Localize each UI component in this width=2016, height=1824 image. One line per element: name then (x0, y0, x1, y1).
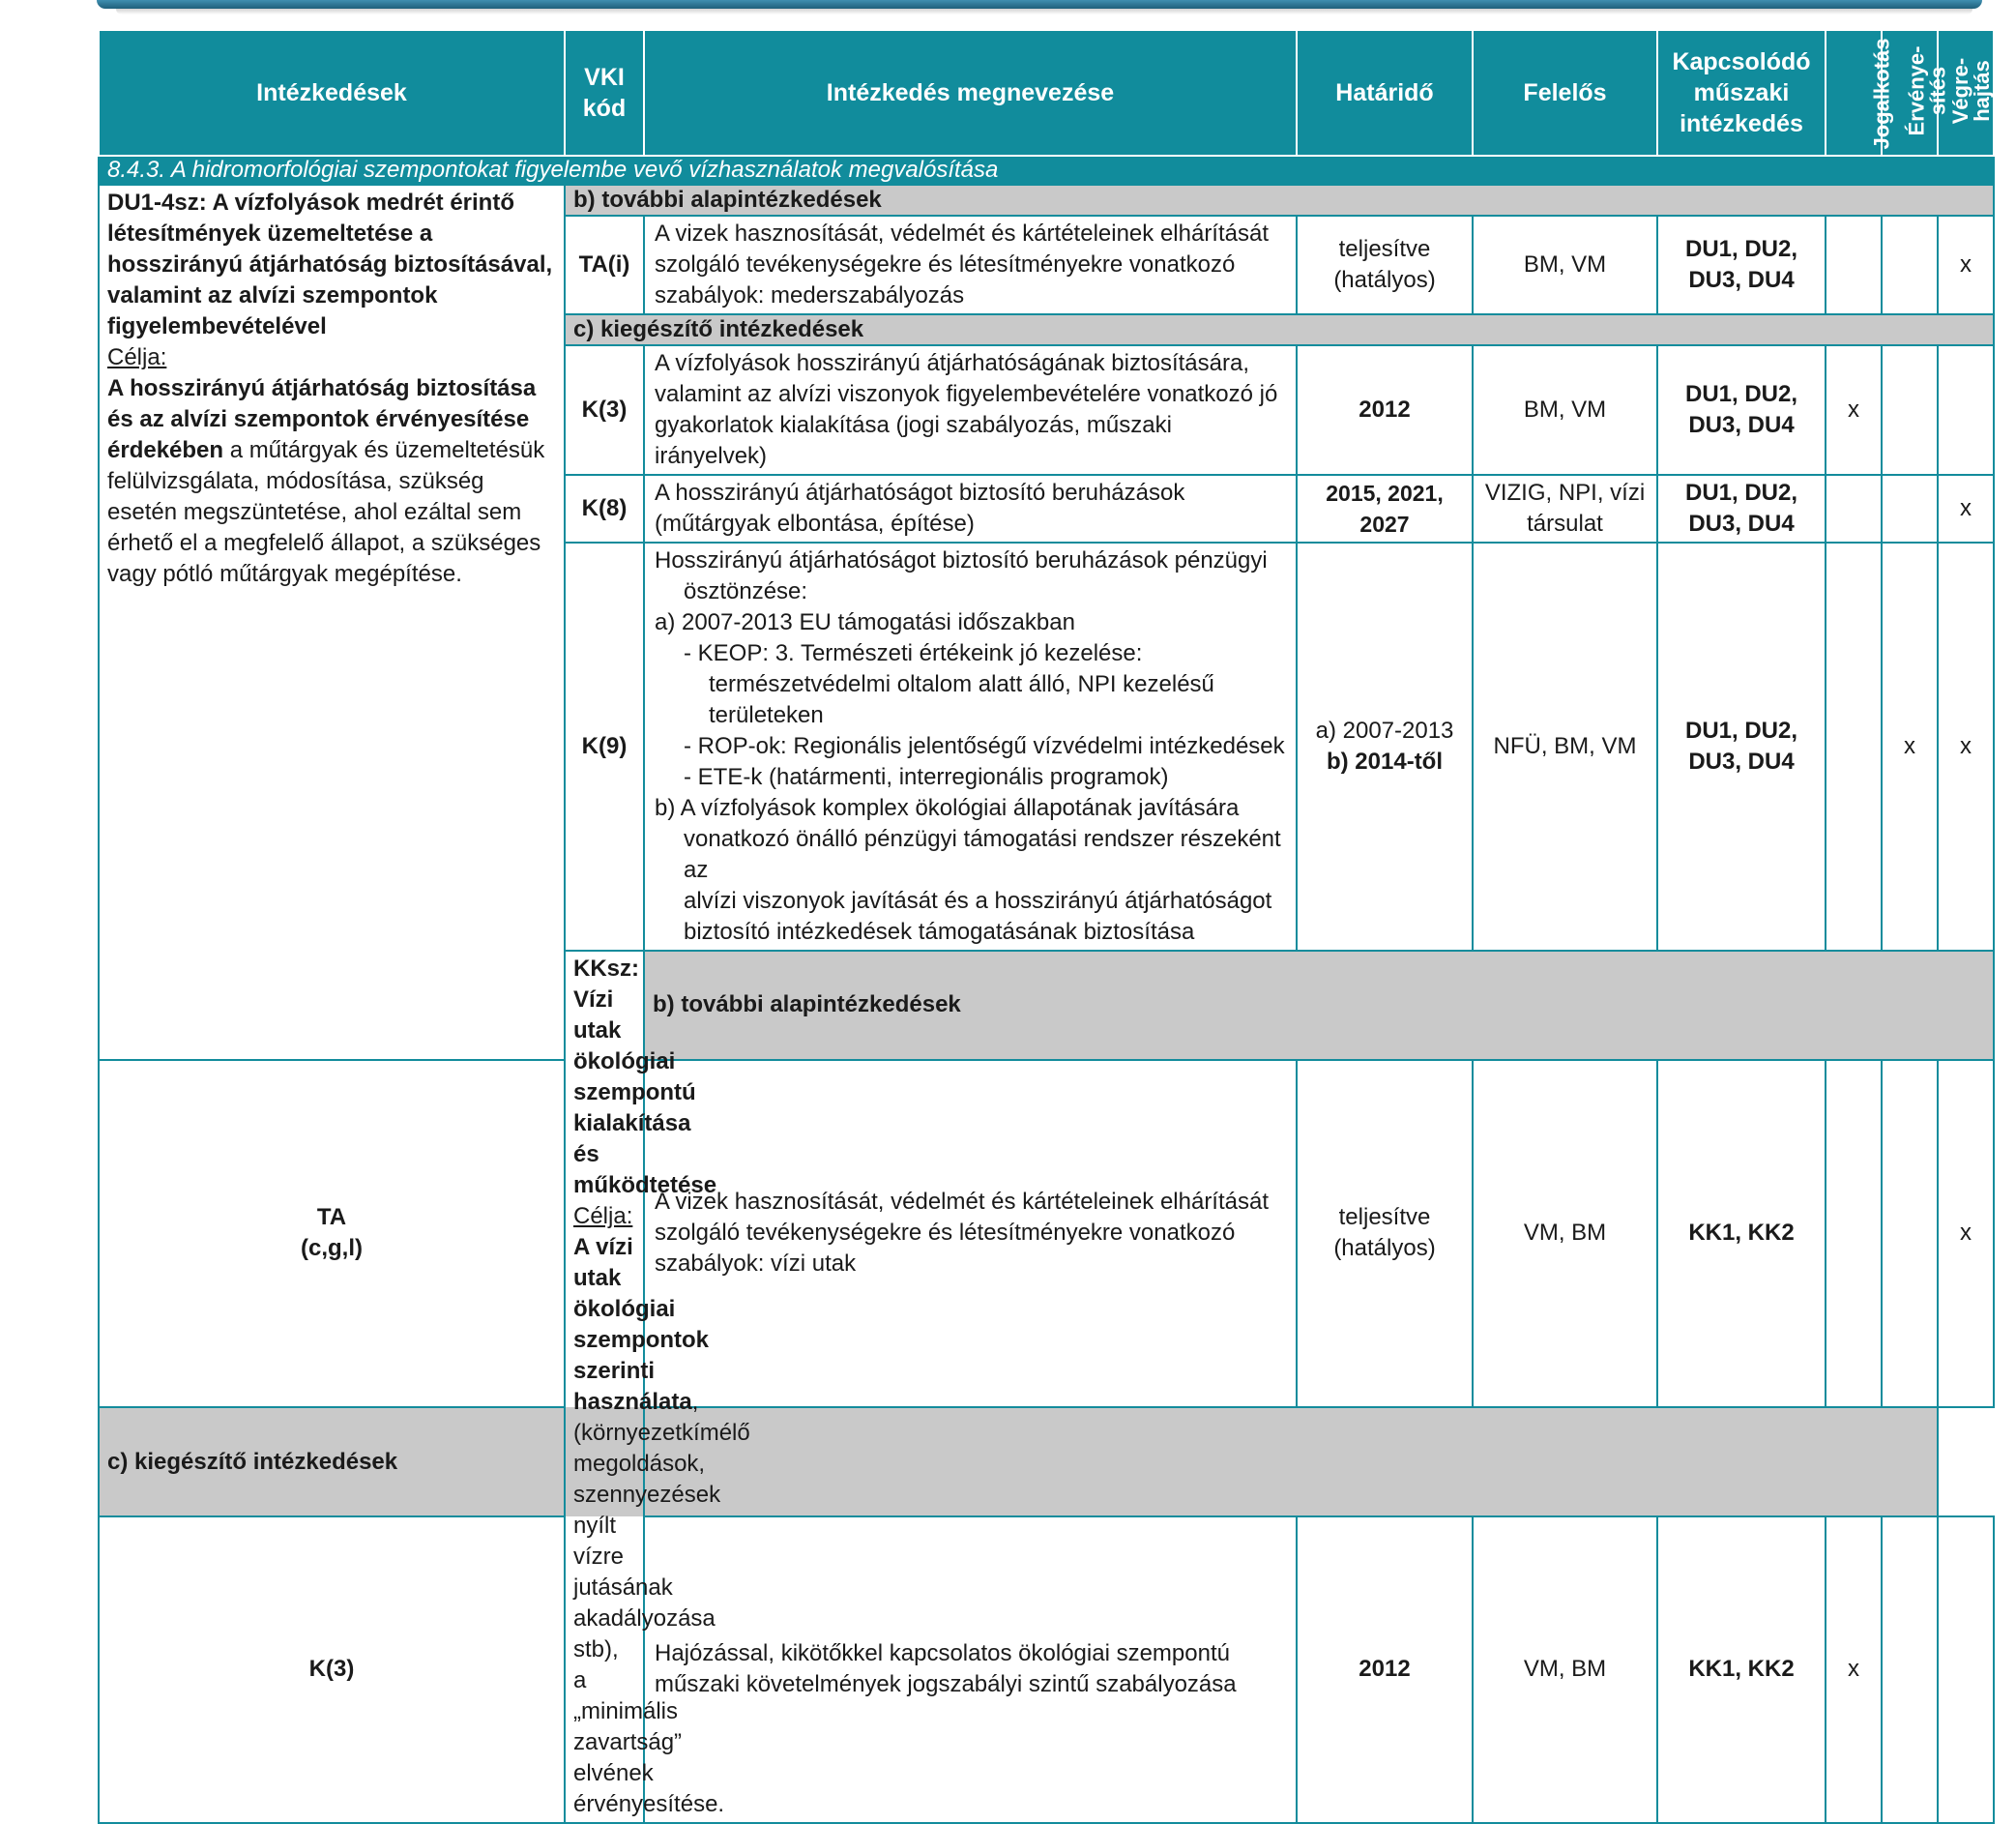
row-ervenyesites-mark (1882, 1060, 1938, 1407)
top-decorative-bar (97, 0, 1982, 9)
row-jogalkotas-mark (1826, 475, 1882, 543)
row-ervenyesites-mark (1882, 216, 1938, 314)
block2-left-cell (565, 951, 750, 1823)
block2-title: KKsz: Vízi utak ökológiai szempontú kialakítása és működtetése (573, 956, 717, 1198)
table-row (99, 1516, 1994, 1823)
header-kapcs-line2: műszaki (1693, 79, 1790, 106)
header-vki-line2: kód (582, 95, 627, 122)
row-vegrehajtas-mark (1938, 1516, 1994, 1823)
row-deadline: 2015, 2021, 2027 (1297, 475, 1473, 543)
measures-table (98, 29, 1995, 1824)
section-title-row (99, 156, 1994, 185)
row-responsible: BM, VM (1473, 345, 1657, 475)
header-kapcs-line1: Kapcsolódó (1672, 48, 1811, 75)
row-ervenyesites-mark (1882, 475, 1938, 543)
row-jogalkotas-mark (1826, 216, 1882, 314)
row-description: A hosszirányú átjárhatóságot biztosító beruházások (műtárgyak elbontása, építése) (644, 475, 1297, 543)
row-description: Hajózással, kikötőkkel kapcsolatos ökológiai szempontú műszaki követelmények jogszabályi szintű szabályozása (644, 1516, 1297, 1823)
header-vki-line1: VKI (584, 64, 625, 91)
row-code: K(9) (565, 543, 644, 951)
header-ervenyesites-text: Érvénye- sítés (1904, 45, 1950, 136)
row-description: A vízfolyások hosszirányú átjárhatóságának biztosítására, valamint az alvízi viszonyok figyelembevételére vonatkozó jó gyakorlatok kialakítása (jogi szabályozás, műszaki irányelvek) (644, 345, 1297, 475)
block1-title: DU1-4sz: A vízfolyások medrét érintő létesítmények üzemeltetése a hosszirányú átjárhatóság biztosításával, valamint az alvízi szempontok figyelembevételével (107, 190, 553, 339)
row-ervenyesites-mark (1882, 1516, 1938, 1823)
block1-goal: A hosszirányú átjárhatóság biztosítása és az alvízi szempontok érvényesítése érdekében a műtárgyak és üzemeltetésük felülvizsgálata, módosítása, szükség esetén megszüntetése, ahol ezáltal sem érhető el a megfelelő állapot, a szükséges vagy pótló műtárgyak megépítése. (107, 375, 545, 587)
row-responsible: VM, BM (1473, 1516, 1657, 1823)
row-deadline: 2012 (1297, 1516, 1473, 1823)
row-vegrehajtas-mark: x (1938, 543, 1994, 951)
block1-subhead-b-row (99, 185, 1994, 216)
row-jogalkotas-mark (1826, 543, 1882, 951)
row-related: DU1, DU2, DU3, DU4 (1657, 543, 1826, 951)
row-description: A vizek hasznosítását, védelmét és kártételeinek elhárítását szolgáló tevékenységekre és létesítményekre vonatkozó szabályok: vízi utak (644, 1060, 1297, 1407)
block1-subhead-c: c) kiegészítő intézkedések (565, 314, 1994, 345)
row-ervenyesites-mark: x (1882, 543, 1938, 951)
block2-celja: Célja: (573, 1203, 633, 1229)
block2-goal: A vízi utak ökológiai szempontok szerinti használata, (környezetkímélő megoldások, szennyezések nyílt vízre jutásának akadályozása stb), a „minimális zavartság” elvének érvényesítése. (573, 1234, 750, 1817)
header-megnevezes: Intézkedés megnevezése (644, 30, 1297, 156)
block1-celja: Célja: (107, 344, 167, 370)
row-deadline: 2012 (1297, 345, 1473, 475)
row-related: DU1, DU2, DU3, DU4 (1657, 345, 1826, 475)
row-jogalkotas-mark (1826, 1060, 1882, 1407)
row-vegrehajtas-mark (1938, 345, 1994, 475)
row-related: KK1, KK2 (1657, 1516, 1826, 1823)
row-deadline: teljesítve (hatályos) (1297, 216, 1473, 314)
row-jogalkotas-mark: x (1826, 1516, 1882, 1823)
header-vki-kod (565, 30, 644, 156)
header-vegrehajtas-text: Végre- hajtás (1948, 57, 1995, 125)
row-vegrehajtas-mark: x (1938, 475, 1994, 543)
row-vegrehajtas-mark: x (1938, 1060, 1994, 1407)
row-responsible: BM, VM (1473, 216, 1657, 314)
block2-subhead-c: c) kiegészítő intézkedések (99, 1407, 1938, 1516)
row-code: K(3) (99, 1516, 565, 1823)
row-responsible: VIZIG, NPI, vízi társulat (1473, 475, 1657, 543)
header-intezkedesek: Intézkedések (99, 30, 565, 156)
header-jogalkotas (1826, 30, 1894, 156)
table-header-row (99, 30, 1994, 156)
row-deadline: a) 2007-2013 b) 2014-től (1297, 543, 1473, 951)
row-responsible: VM, BM (1473, 1060, 1657, 1407)
block1-subhead-b: b) további alapintézkedések (565, 185, 1994, 216)
header-kapcsolodo (1657, 30, 1826, 156)
row-vegrehajtas-mark: x (1938, 216, 1994, 314)
row-related: DU1, DU2, DU3, DU4 (1657, 216, 1826, 314)
row-related: DU1, DU2, DU3, DU4 (1657, 475, 1826, 543)
table-row (99, 1060, 1994, 1407)
block2-subhead-c-row (99, 1407, 1994, 1516)
header-hatarido: Határidő (1297, 30, 1473, 156)
row-code: TA (c,g,l) (99, 1060, 565, 1407)
row-responsible: NFÜ, BM, VM (1473, 543, 1657, 951)
row-code: K(3) (565, 345, 644, 475)
section-title: 8.4.3. A hidromorfológiai szempontokat figyelembe vevő vízhasználatok megvalósítása (99, 156, 1994, 185)
header-felelos: Felelős (1473, 30, 1657, 156)
row-description: A vizek hasznosítását, védelmét és kártételeinek elhárítását szolgáló tevékenységekre és létesítményekre vonatkozó szabályok: mederszabályozás (644, 216, 1297, 314)
block2-subhead-b: b) további alapintézkedések (644, 951, 1994, 1060)
header-kapcs-line3: intézkedés (1680, 110, 1803, 137)
header-jogalkotas-text: Jogalkotás (1869, 38, 1894, 150)
row-jogalkotas-mark: x (1826, 345, 1882, 475)
row-code: TA(i) (565, 216, 644, 314)
top-bar-shadow (116, 9, 1972, 15)
block1-left-cell (99, 185, 565, 1060)
row-related: KK1, KK2 (1657, 1060, 1826, 1407)
row-description: Hosszirányú átjárhatóságot biztosító beruházások pénzügyi ösztönzése: a) 2007-2013 EU támogatási időszakban - KEOP: 3. Természeti értékeink jó kezelése: természetvédelmi oltalom alatt álló, NPI kezelésű területeken - ROP-ok: Regionális jelentőségű vízvédelmi intézkedések - ETE-k (határmenti, interregionális programok) b) A vízfolyások komplex ökológiai állapotának javítására vonatkozó önálló pénzügyi támogatási rendszer részeként az alvízi viszonyok javítását és a hosszirányú átjárhatóságot biztosító intézkedések támogatásának biztosítása (644, 543, 1297, 951)
row-deadline: teljesítve (hatályos) (1297, 1060, 1473, 1407)
row-code: K(8) (565, 475, 644, 543)
row-ervenyesites-mark (1882, 345, 1938, 475)
